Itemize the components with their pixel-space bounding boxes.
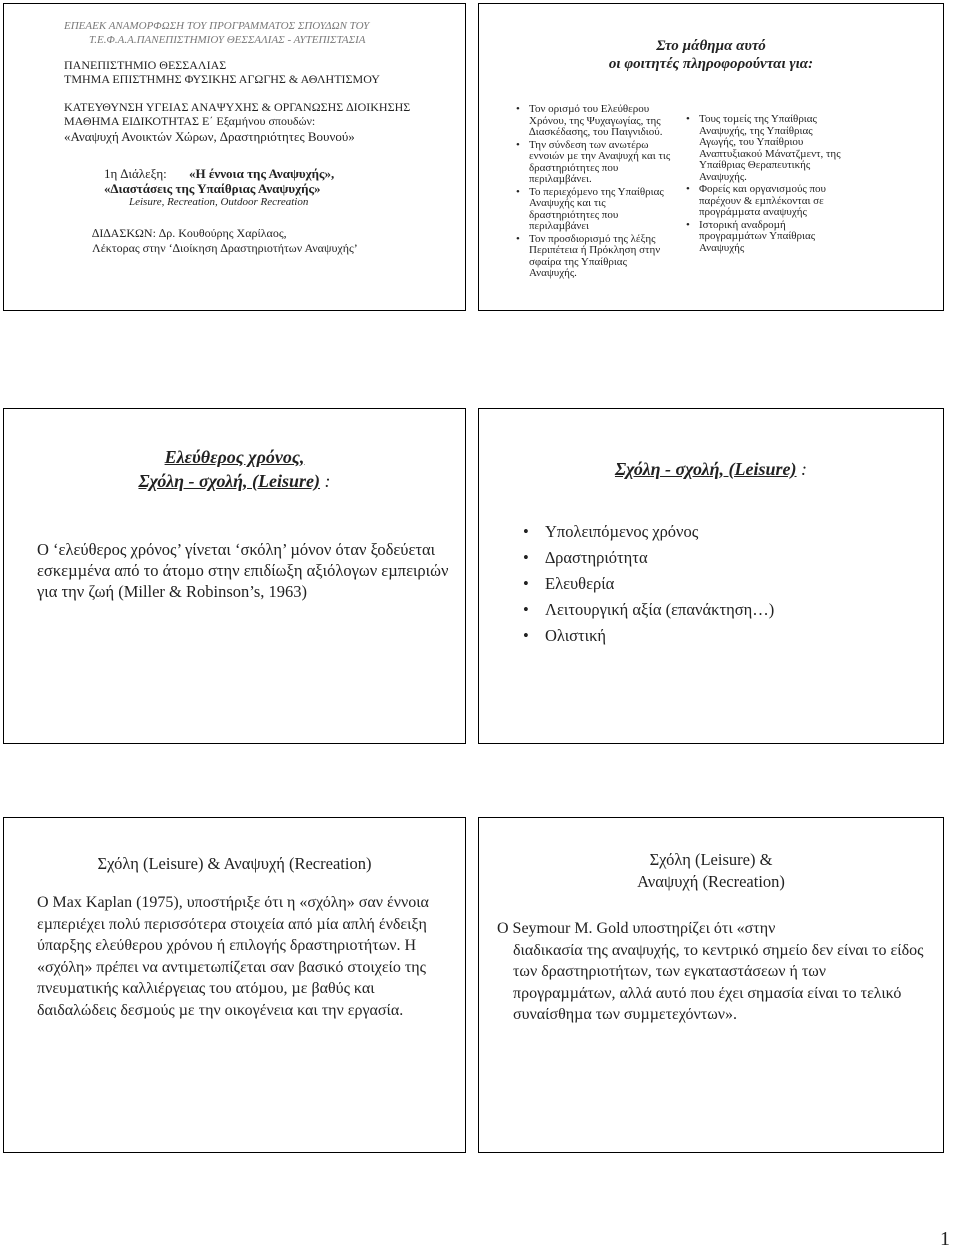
slide-body: Ο Max Kaplan (1975), υποστήριξε ότι η «σχόλη» σαν έννοια εµπεριέχει πολύ περισσότερα στοιχεία από µία απλή ένδειξη ύπαρξης ελεύθερου χρόνου ή επιλογής δραστηριοτήτων. Η «σχόλη» πρέπει να αντιµετωπίζεται σαν βασικό στοιχείο της πνευµατικής καλλιέργειας του ατόµου, µε βαθύς και δαιδαλώδεις δεσµούς µε την οικογένεια και την εργασία. (37, 894, 429, 1019)
lecture-english: Leisure, Recreation, Outdoor Recreation (129, 196, 309, 208)
slide-heading: Σχόλη (Leisure) & (649, 850, 773, 869)
slide-free-time (3, 408, 466, 744)
page-number: 1 (940, 1228, 950, 1250)
slide-kaplan (3, 817, 466, 1153)
heading-underlined: Σχόλη - σχολή, (Leisure) (138, 471, 321, 491)
slide-heading: Σχόλη (Leisure) & Αναψυχή (Recreation) (97, 854, 372, 873)
department: ΤΜΗΜΑ ΕΠΙΣΤΗΜΗΣ ΦΥΣΙΚΗΣ ΑΓΩΓΗΣ & ΑΘΛΗΤΙΣΜΟΥ (64, 72, 380, 86)
list-item: • Την σύνδεση των ανωτέρω εννοιών µε την Αναψυχή και τις δραστηριότητες που περιλαµβάνει. (515, 140, 675, 186)
slide-gold (478, 817, 944, 1153)
slide-body: Ο ‘ελεύθερος χρόνος’ γίνεται ‘σκόλη’ µόνον όταν ξοδεύεται εσκεµµένα από το άτοµο στην επιδίωξη αξιόλογων εµπειριών για την ζωή (Miller & Robinson’s, 1963) (37, 540, 449, 601)
lecture-number: 1η ∆ιάλεξη: (104, 166, 167, 181)
slide-body (497, 918, 927, 1026)
slide-subheading (4, 471, 465, 492)
slide-heading (479, 459, 943, 480)
list-item: • Ελευθερία (523, 571, 774, 597)
program-line-2: Τ.Ε.Φ.Α.Α.ΠΑΝΕΠΙΣΤΗΜΙΟΥ ΘΕΣΣΑΛΙΑΣ - ΑΥΤΕΠΙΣΤΑΣΙΑ (89, 34, 366, 46)
list-item: • Ολιστική (523, 623, 774, 649)
body-rest: διαδικασία της αναψυχής, το κεντρικό σηµείο δεν είναι το είδος των δραστηριοτήτων, των εγκαταστάσεων ή των προγραµµάτων, αλλά αυτό που έχει σηµασία είναι το τελικό συναίσθηµα των συµµετεχόντων». (513, 941, 924, 1023)
course-title: «Αναψυχή Ανοικτών Χώρων, ∆ραστηριότητες Βουνού» (64, 129, 355, 144)
list-item: • Ιστορική αναδροµή προγραµµάτων Υπαίθριας Αναψυχής (685, 220, 850, 255)
field: ΚΑΤΕΥΘΥΝΣΗ ΥΓΕΙΑΣ ΑΝΑΨΥΧΗΣ & ΟΡΓΑΝΩΣΗΣ ∆ΙΟΙΚΗΣΗΣ (64, 100, 411, 114)
list-item: • ∆ραστηριότητα (523, 545, 774, 571)
slide-heading: Στο µάθηµα αυτό (656, 38, 766, 54)
list-item: • Τον προσδιορισµό της λέξης Περιπέτεια ή Πρόκληση στην σφαίρα της Υπαίθριας Αναψυχής. (515, 234, 675, 280)
slide-leisure-aspects (478, 408, 944, 744)
objectives-list-1 (515, 104, 675, 281)
list-item: • Υπολειπόµενος χρόνος (523, 519, 774, 545)
list-item: • Τον ορισµό του Ελεύθερου Χρόνου, της Ψυχαγωγίας, της ∆ιασκέδασης, του Παιγνιδιού. (515, 104, 675, 139)
body-first-line: Ο Seymour M. Gold υποστηρίζει ότι «στην (497, 920, 776, 937)
instructor-role: Λέκτορας στην ‘∆ιοίκηση ∆ραστηριοτήτων Αναψυχής’ (92, 241, 358, 255)
list-item: • Το περιεχόµενο της Υπαίθριας Αναψυχής και τις δραστηριότητες που περιλαµβάνει (515, 187, 675, 233)
university: ΠΑΝΕΠΙΣΤΗΜΙΟ ΘΕΣΣΑΛΙΑΣ (64, 58, 227, 72)
program-line-1: ΕΠΕΑΕΚ ΑΝΑΜΟΡΦΩΣΗ ΤΟΥ ΠΡΟΓΡΑΜΜΑΤΟΣ ΣΠΟΥΔΩΝ ΤΟΥ (64, 20, 370, 32)
lecture-subtitle: «∆ιαστάσεις της Υπαίθριας Αναψυχής» (104, 181, 321, 196)
lecture-title: «Η έννοια της Αναψυχής», (189, 166, 335, 181)
heading-suffix: : (796, 459, 808, 479)
slide-subheading: Αναψυχή (Recreation) (637, 872, 785, 891)
slide-objectives (478, 3, 944, 311)
heading-underlined: Σχόλη - σχολή, (Leisure) (614, 459, 797, 479)
instructor: ∆Ι∆ΑΣΚΩΝ: ∆ρ. Κουθούρης Χαρίλαος, (92, 226, 287, 240)
heading-suffix: : (320, 471, 331, 491)
course: ΜΑΘΗΜΑ ΕΙ∆ΙΚΟΤΗΤΑΣ Ε΄ Εξαµήνου σπουδών: (64, 114, 316, 128)
slide-subheading: οι φοιτητές πληροφορούνται για: (608, 56, 814, 72)
list-item: • Τους τοµείς της Υπαίθριας Αναψυχής, της Υπαίθριας Αγωγής, του Υπαίθριου Αναπτυξιακού Μάνατζµεντ, της Υπαίθριας Θεραπευτικής Αναψυχής. (685, 114, 850, 183)
objectives-list-2 (685, 114, 850, 255)
slide-heading: Ελεύθερος χρόνος, (164, 447, 305, 467)
list-item: • Φορείς και οργανισµούς που παρέχουν & εµπλέκονται σε προγράµµατα αναψυχής (685, 184, 850, 219)
list-item: • Λειτουργική αξία (επανάκτηση…) (523, 597, 774, 623)
slide-title (3, 3, 466, 311)
aspects-list (523, 519, 774, 649)
